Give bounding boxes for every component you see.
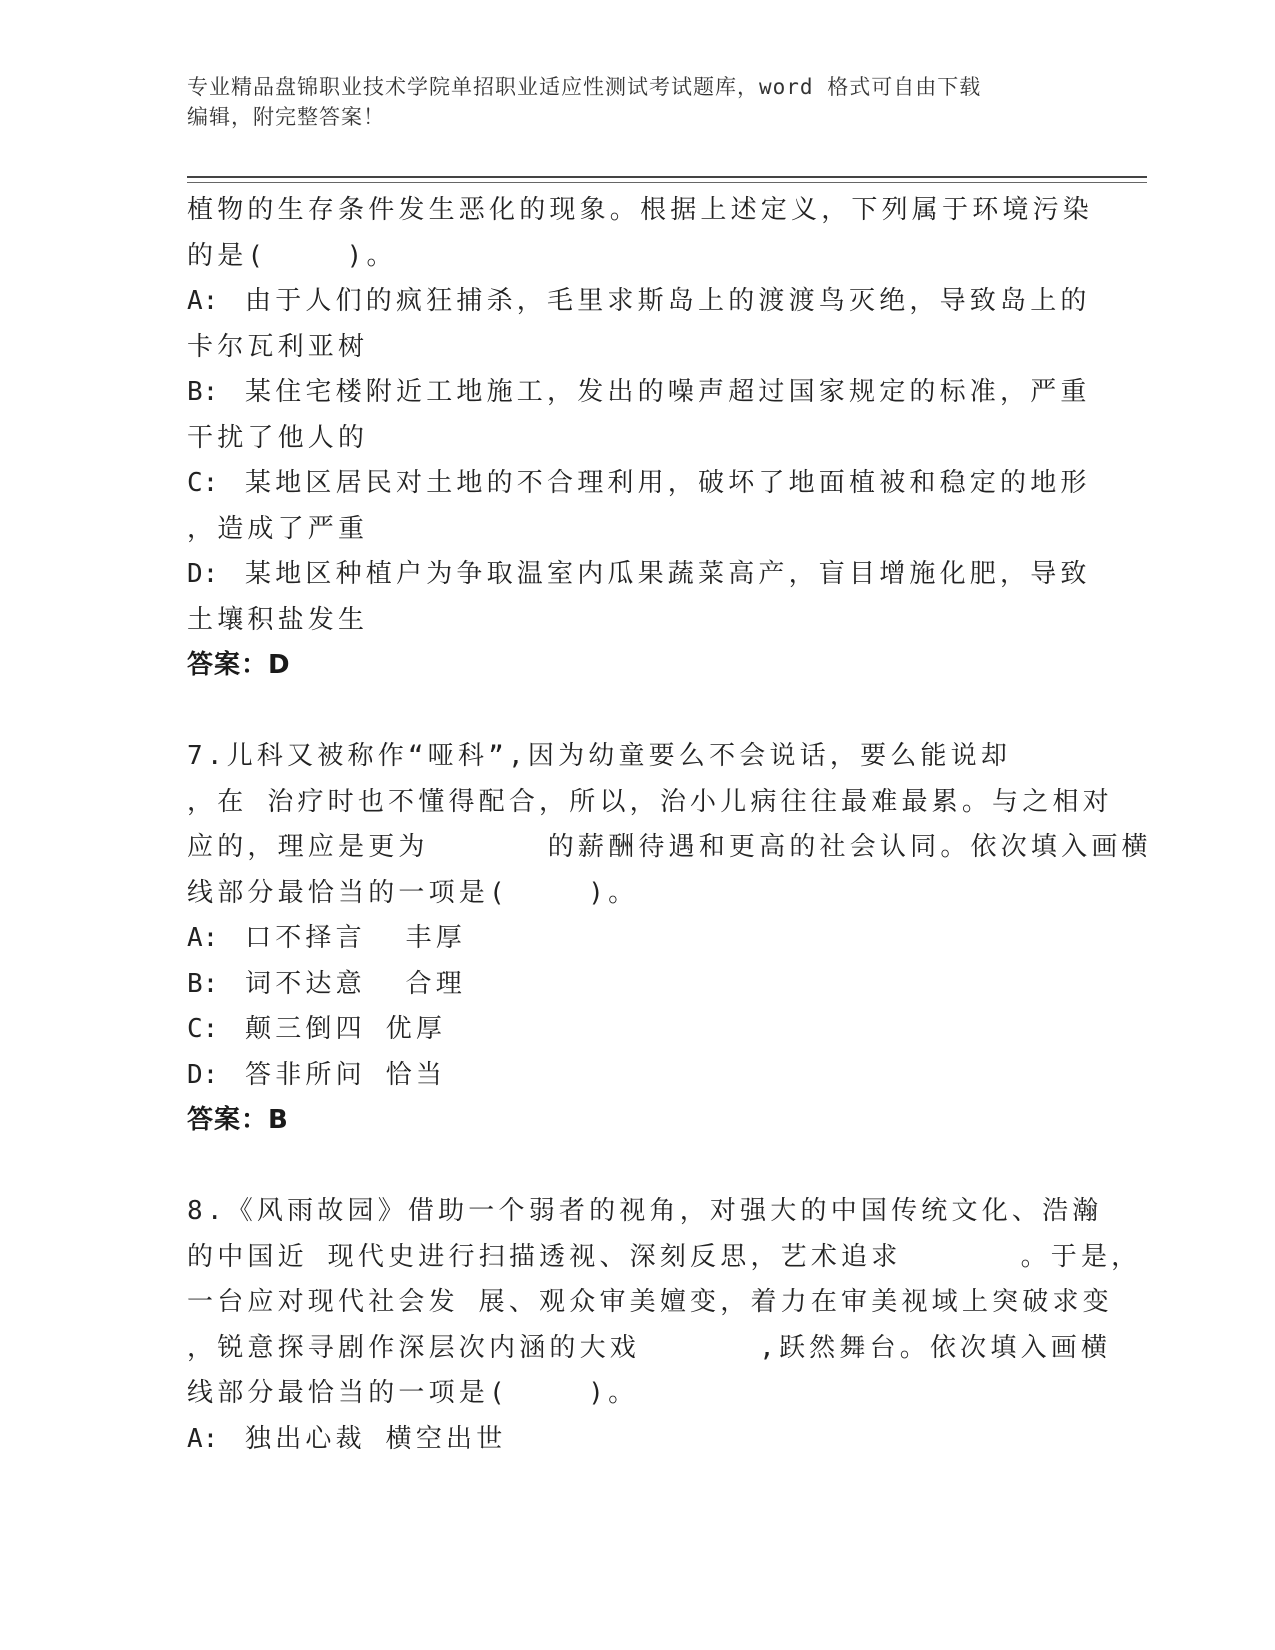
option-d [187, 1053, 1087, 1099]
option-label: B: [187, 968, 219, 999]
option-a [187, 1417, 1087, 1463]
question-stem-line: 一台应对现代社会发 展、观众审美嬗变，着力在审美视域上突破求变 [187, 1287, 1113, 1317]
option-text: 某地区种植户为争取温室内瓜果蔬菜高产，盲目增施化肥，导致 [245, 559, 1091, 589]
option-label: B: [187, 377, 219, 407]
option-label: D: [187, 1059, 219, 1090]
option-text: 词不达意 合理 [245, 968, 466, 999]
option-label: A: [187, 1423, 219, 1454]
question-stem-line: 线部分最恰当的一项是( )。 [187, 1378, 639, 1408]
page-header [187, 72, 1067, 132]
option-label: A: [187, 923, 219, 953]
option-text: 某地区居民对土地的不合理利用，破坏了地面植被和稳定的地形 [245, 468, 1091, 498]
option-text-continued: 卡尔瓦利亚树 [187, 331, 369, 362]
option-text: 某住宅楼附近工地施工，发出的噪声超过国家规定的标准，严重 [245, 377, 1091, 407]
question-stem-line: ，锐意探寻剧作深层次内涵的大戏 ,跃然舞台。依次填入画横 [187, 1332, 1112, 1363]
option-b [187, 370, 1091, 461]
option-b [187, 962, 1087, 1008]
question-stem-line: 应的，理应是更为 的薪酬待遇和更高的社会认同。依次填入画横 [187, 832, 1152, 862]
option-text-continued: 干扰了他人的 [187, 422, 369, 453]
option-d [187, 552, 1091, 643]
option-text: 由于人们的疯狂捕杀，毛里求斯岛上的渡渡鸟灭绝，导致岛上的 [245, 286, 1091, 316]
spacer [187, 1144, 1087, 1190]
option-a [187, 916, 1087, 962]
option-text-continued: 土壤积盐发生 [187, 604, 369, 635]
option-label: C: [187, 468, 219, 498]
answer-text: 答案：B [187, 1105, 289, 1135]
question-8 [187, 1189, 1142, 1462]
option-c [187, 461, 1091, 552]
option-label: A: [187, 286, 219, 316]
question-stem-line: 线部分最恰当的一项是( )。 [187, 877, 639, 908]
question-stem-line: 的中国近 现代史进行扫描透视、深刻反思，艺术追求 。于是， [187, 1241, 1142, 1272]
header-divider-thick [187, 176, 1147, 178]
spacer [187, 689, 1087, 735]
option-text-continued: ，造成了严重 [187, 513, 369, 544]
option-text: 独出心裁 横空出世 [245, 1423, 507, 1454]
document-body [187, 188, 1152, 1462]
option-text: 颠三倒四 优厚 [245, 1014, 447, 1044]
option-c [187, 1007, 1087, 1053]
question-stem-line: 7.儿科又被称作“哑科”,因为幼童要么不会说话，要么能说却 [187, 741, 1012, 771]
header-divider-thin [187, 182, 1147, 183]
option-text: 答非所问 恰当 [245, 1059, 447, 1090]
option-label: D: [187, 559, 219, 589]
header-line-1: 专业精品盘锦职业技术学院单招职业适应性测试考试题库，word 格式可自由下载 [187, 75, 982, 99]
option-a [187, 279, 1091, 370]
question-6 [187, 188, 1094, 689]
question-stem-line: 的是( )。 [187, 240, 397, 271]
question-stem-line: 植物的生存条件发生恶化的现象。根据上述定义，下列属于环境污染 [187, 195, 1094, 225]
option-label: C: [187, 1014, 219, 1044]
header-line-2: 编辑，附完整答案！ [187, 105, 385, 129]
question-stem-line: 8.《风雨故园》借助一个弱者的视角，对强大的中国传统文化、浩瀚 [187, 1196, 1103, 1226]
question-7 [187, 734, 1152, 1144]
answer-text: 答案：D [187, 650, 291, 680]
question-stem-line: ，在 治疗时也不懂得配合，所以，治小儿病往往最难最累。与之相对 [187, 786, 1113, 817]
option-text: 口不择言 丰厚 [245, 923, 466, 953]
